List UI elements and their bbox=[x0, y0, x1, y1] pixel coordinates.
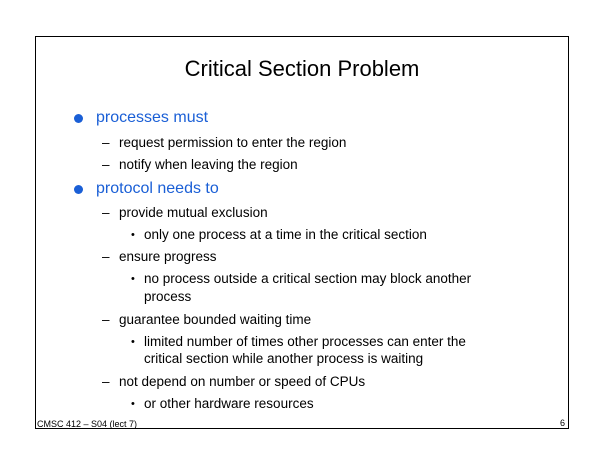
dash-icon: – bbox=[102, 249, 110, 264]
dash-icon: – bbox=[102, 157, 110, 172]
item-request-permission: request permission to enter the region bbox=[119, 135, 347, 150]
page-number: 6 bbox=[560, 418, 566, 428]
sub-item-limited-line1: limited number of times other processes can enter the bbox=[144, 334, 466, 349]
sub-item-no-block-line1: no process outside a critical section may block another bbox=[144, 271, 472, 286]
dash-icon: – bbox=[102, 312, 110, 327]
dash-icon: – bbox=[102, 135, 110, 150]
sub-item-hardware: or other hardware resources bbox=[144, 396, 314, 411]
sub-bullet-icon: • bbox=[131, 229, 135, 241]
item-bounded-waiting: guarantee bounded waiting time bbox=[119, 312, 312, 327]
dash-icon: – bbox=[102, 374, 110, 389]
sub-bullet-icon: • bbox=[131, 273, 135, 285]
item-ensure-progress: ensure progress bbox=[119, 249, 217, 264]
bullet-dot-icon bbox=[74, 185, 83, 194]
item-notify-leaving: notify when leaving the region bbox=[119, 157, 298, 172]
slide-title: Critical Section Problem bbox=[184, 56, 420, 81]
dash-icon: – bbox=[102, 205, 110, 220]
sub-item-no-block-line2: process bbox=[144, 289, 192, 304]
sub-bullet-icon: • bbox=[131, 398, 135, 410]
item-mutual-exclusion: provide mutual exclusion bbox=[119, 205, 268, 220]
bullet-dot-icon bbox=[74, 114, 83, 123]
sub-item-one-process: only one process at a time in the critical section bbox=[144, 227, 427, 242]
sub-item-limited-line2: critical section while another process is waiting bbox=[144, 351, 424, 366]
footer-course-label: CMSC 412 – S04 (lect 7) bbox=[37, 419, 138, 429]
sub-bullet-icon: • bbox=[131, 336, 135, 348]
item-cpu-independence: not depend on number or speed of CPUs bbox=[119, 374, 366, 389]
bullet-protocol-needs-to: protocol needs to bbox=[96, 180, 219, 197]
bullet-processes-must: processes must bbox=[96, 109, 209, 126]
